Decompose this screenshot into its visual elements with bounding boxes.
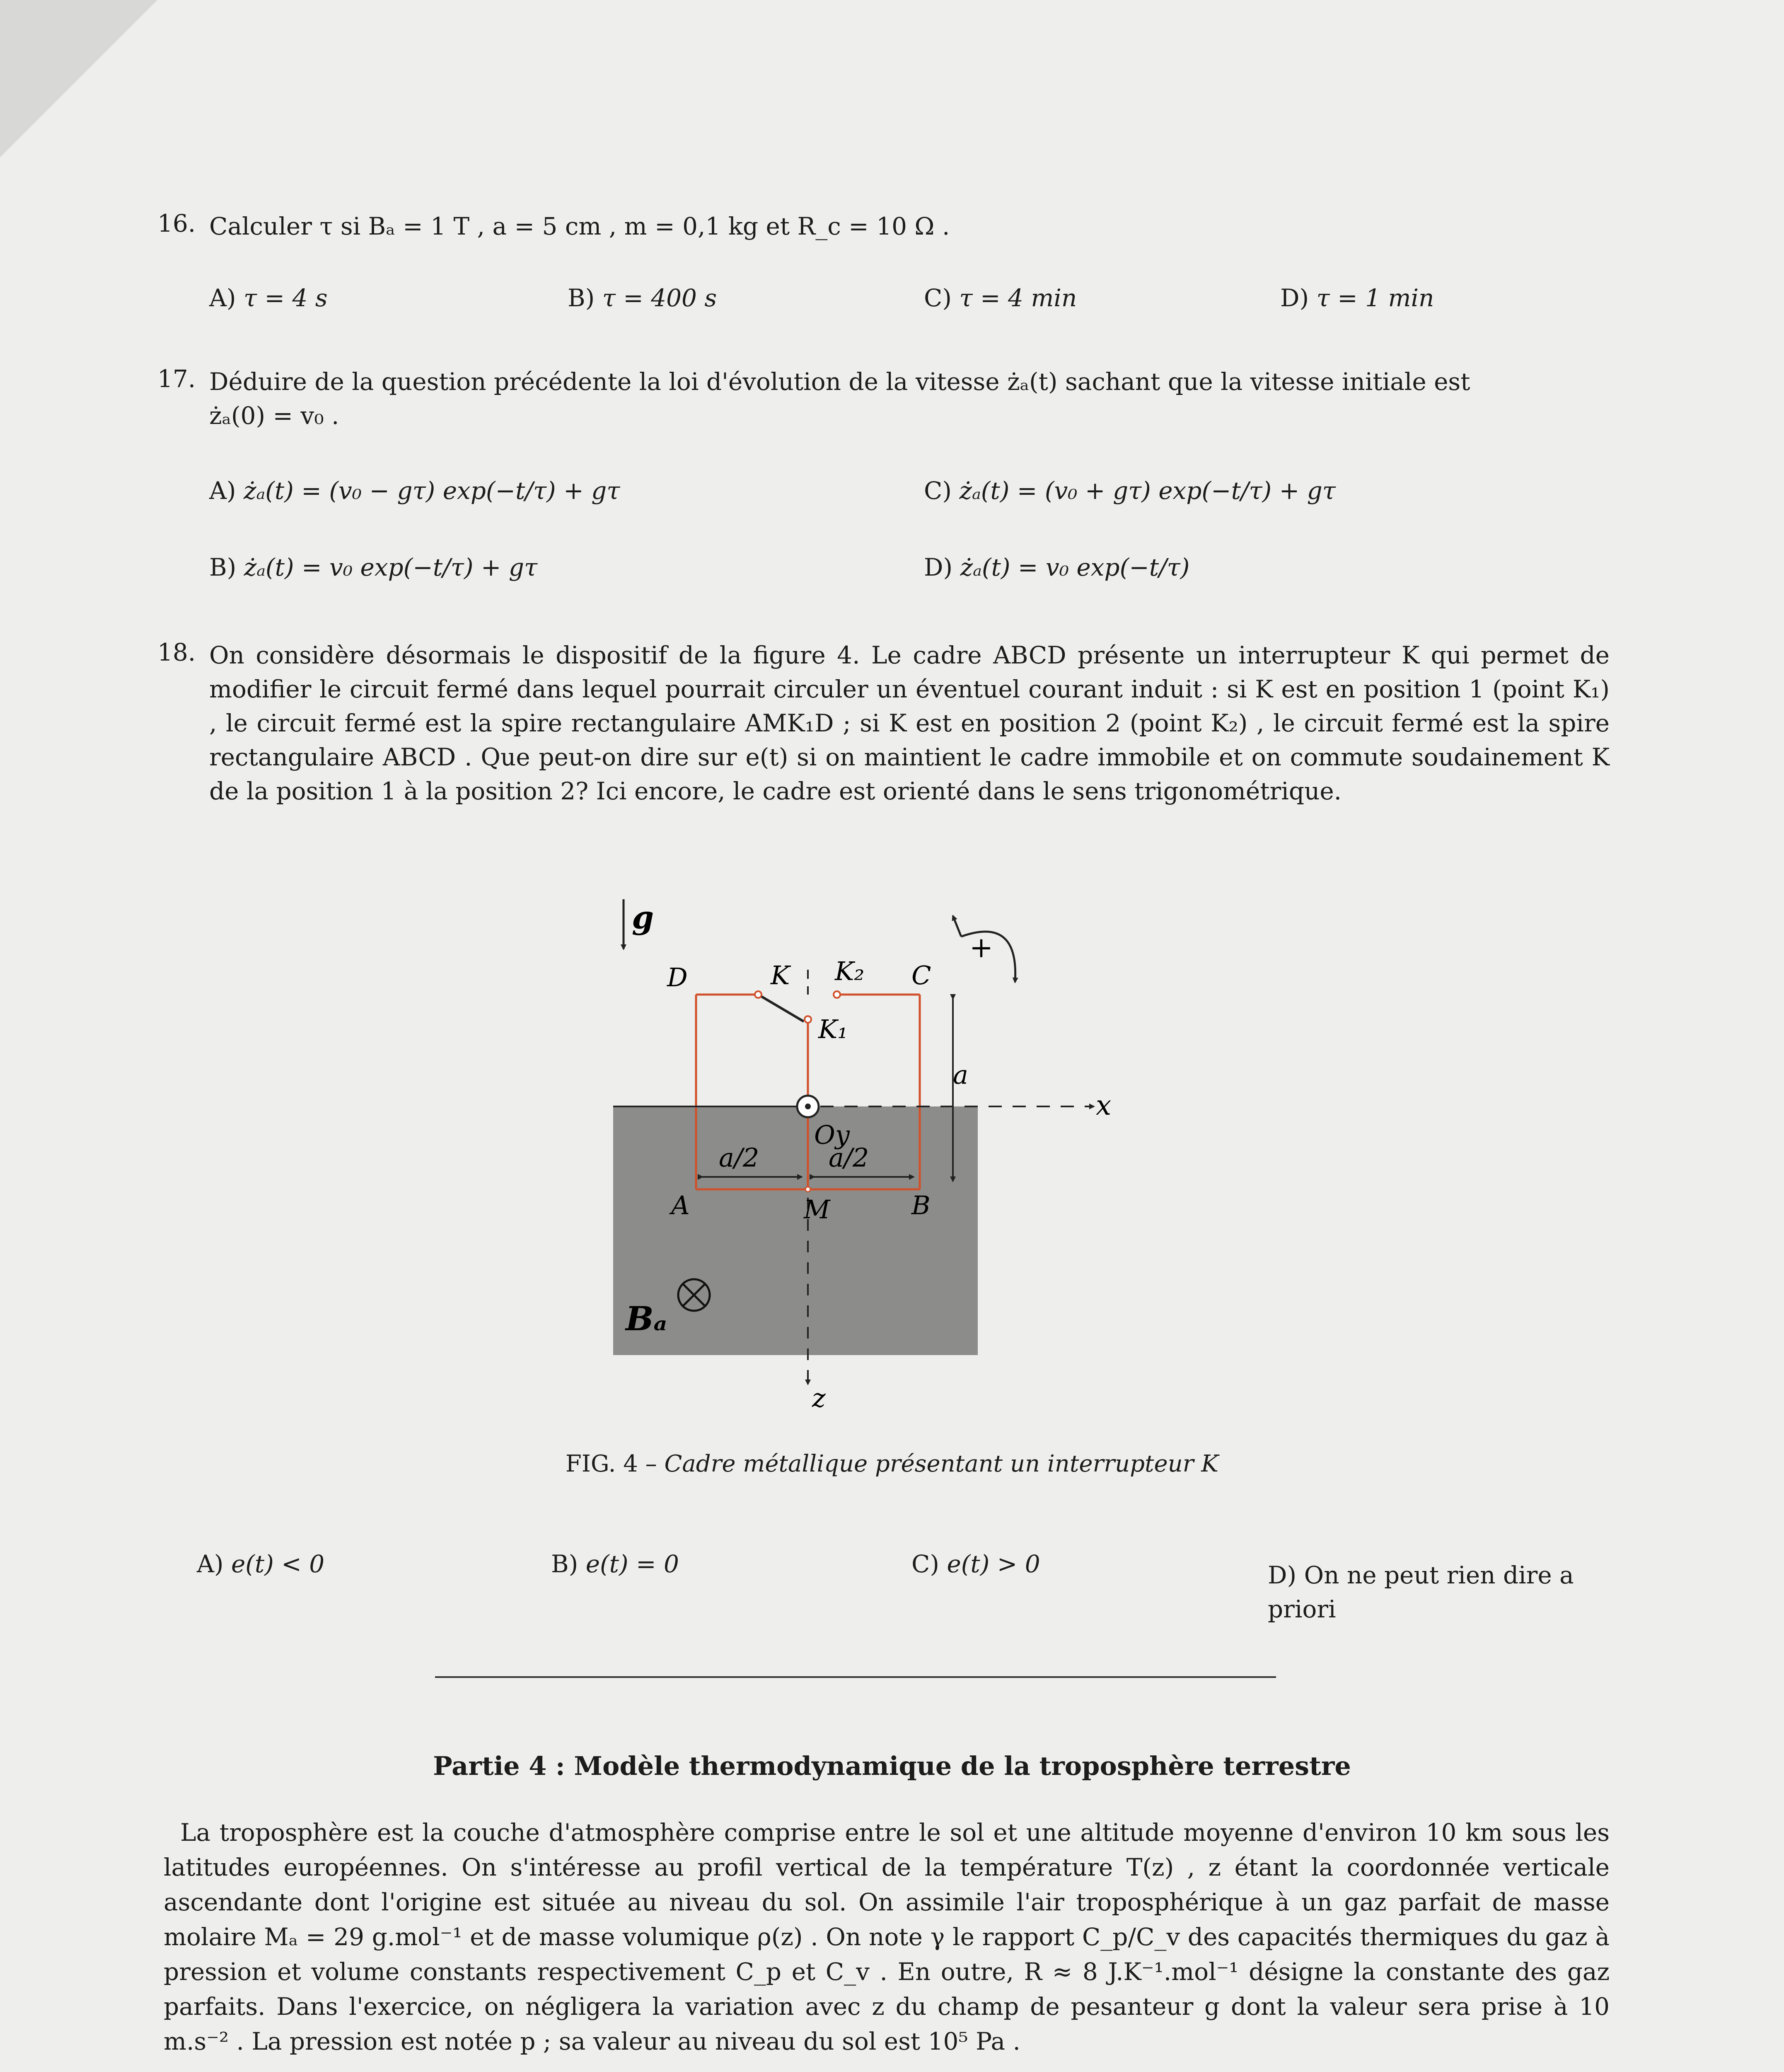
label-a2-right: a/2 — [829, 1143, 869, 1173]
question-text: Déduire de la question précédente la loi d'évolution de la vitesse żₐ(t) sachant que la vitesse initiale est — [209, 368, 1470, 396]
label-c: C — [911, 960, 931, 990]
label-oy: Oy — [814, 1120, 850, 1150]
option-c: C) żₐ(t) = (v₀ + gτ) exp(−t/τ) + gτ — [924, 477, 1336, 505]
page-fold-corner — [0, 0, 157, 157]
option-a: A) τ = 4 s — [209, 284, 328, 312]
label-d: D — [667, 962, 688, 992]
caption-prefix: FIG. 4 – — [565, 1450, 657, 1477]
point-m — [805, 1187, 810, 1192]
orientation-arrow-head — [953, 916, 961, 937]
label-ba: Bₐ — [626, 1299, 667, 1338]
label-k2: K₂ — [835, 956, 865, 986]
label-z: z — [812, 1383, 826, 1413]
option-d: D) τ = 1 min — [1280, 284, 1434, 312]
option-c: C) τ = 4 min — [924, 284, 1077, 312]
option-b: B) τ = 400 s — [568, 284, 717, 312]
label-m: M — [804, 1194, 830, 1225]
label-b: B — [911, 1190, 931, 1220]
q18-option-a: A) e(t) < 0 — [197, 1550, 325, 1578]
question-number: 16. — [157, 209, 196, 237]
question-text: On considère désormais le dispositif de la figure 4. Le cadre ABCD présente un interrupteur K qui permet de modifier le circuit fermé dans lequel pourrait circuler un éventuel courant induit : si K est en position 1 (point K₁) , le circuit fermé est la spire rectangulaire AMK₁D ; si K est en position 2 (point K₂) , le circuit fermé est la spire rectangulaire ABCD . Que peut-on dire sur e(t) si on maintient le cadre immobile et on commute soudainement K de la position 1 à la position 2? Ici encore, le cadre est orienté dans le sens trigonométrique. — [209, 641, 1610, 805]
label-k: K — [771, 960, 790, 990]
question-text-line2: żₐ(0) = v₀ . — [209, 402, 339, 430]
part4-title: Partie 4 : Modèle thermodynamique de la troposphère terrestre — [433, 1751, 1351, 1781]
label-a2-left: a/2 — [719, 1143, 759, 1173]
caption-text: Cadre métallique présentant un interrupteur K — [664, 1450, 1219, 1477]
magnetic-field-region — [613, 1106, 978, 1355]
q18-option-d: D) On ne peut rien dire a priori — [1268, 1561, 1574, 1623]
question-number: 17. — [157, 365, 196, 393]
label-plus: + — [969, 932, 993, 964]
question-number: 18. — [157, 638, 196, 666]
question-text: Calculer τ si Bₐ = 1 T , a = 5 cm , m = 0,1 kg et R_c = 10 Ω . — [209, 212, 950, 240]
q18-option-c: C) e(t) > 0 — [911, 1550, 1040, 1578]
option-b: B) żₐ(t) = v₀ exp(−t/τ) + gτ — [209, 553, 538, 581]
label-k1: K₁ — [818, 1014, 848, 1044]
option-a: A) żₐ(t) = (v₀ − gτ) exp(−t/τ) + gτ — [209, 477, 620, 505]
q18-option-b: B) e(t) = 0 — [551, 1550, 679, 1578]
figure-4-diagram — [539, 891, 1160, 1442]
option-d: D) żₐ(t) = v₀ exp(−t/τ) — [924, 553, 1190, 581]
part4-paragraph: La troposphère est la couche d'atmosphère comprise entre le sol et une altitude moyenne d'environ 10 km sous les latitudes européennes. On s'intéresse au profil vertical de la température T(z) , z étant la coordonnée verticale ascendante dont l'origine est située au niveau du sol. On assimile l'air troposphérique à un gaz parfait de masse molaire Mₐ = 29 g.mol⁻¹ et de masse volumique ρ(z) . On note γ le rapport C_p/C_v des capacités thermiques du gaz à pression et volume constants respectivement C_p et C_v . En outre, R ≈ 8 J.K⁻¹.mol⁻¹ désigne la constante des gaz parfaits. Dans l'exercice, on négligera la variation avec z du champ de pesanteur g dont la valeur sera prise à 10 m.s⁻² . La pression est notée p ; sa valeur au niveau du sol est 10⁵ Pa . — [164, 1818, 1610, 2055]
label-x: x — [1096, 1089, 1112, 1121]
section-separator — [435, 1676, 1276, 1678]
label-a-corner: A — [671, 1190, 690, 1220]
label-a: a — [953, 1060, 968, 1090]
origin-dot — [805, 1104, 811, 1109]
figure-caption — [0, 1450, 1784, 1477]
label-g: g — [632, 899, 654, 936]
